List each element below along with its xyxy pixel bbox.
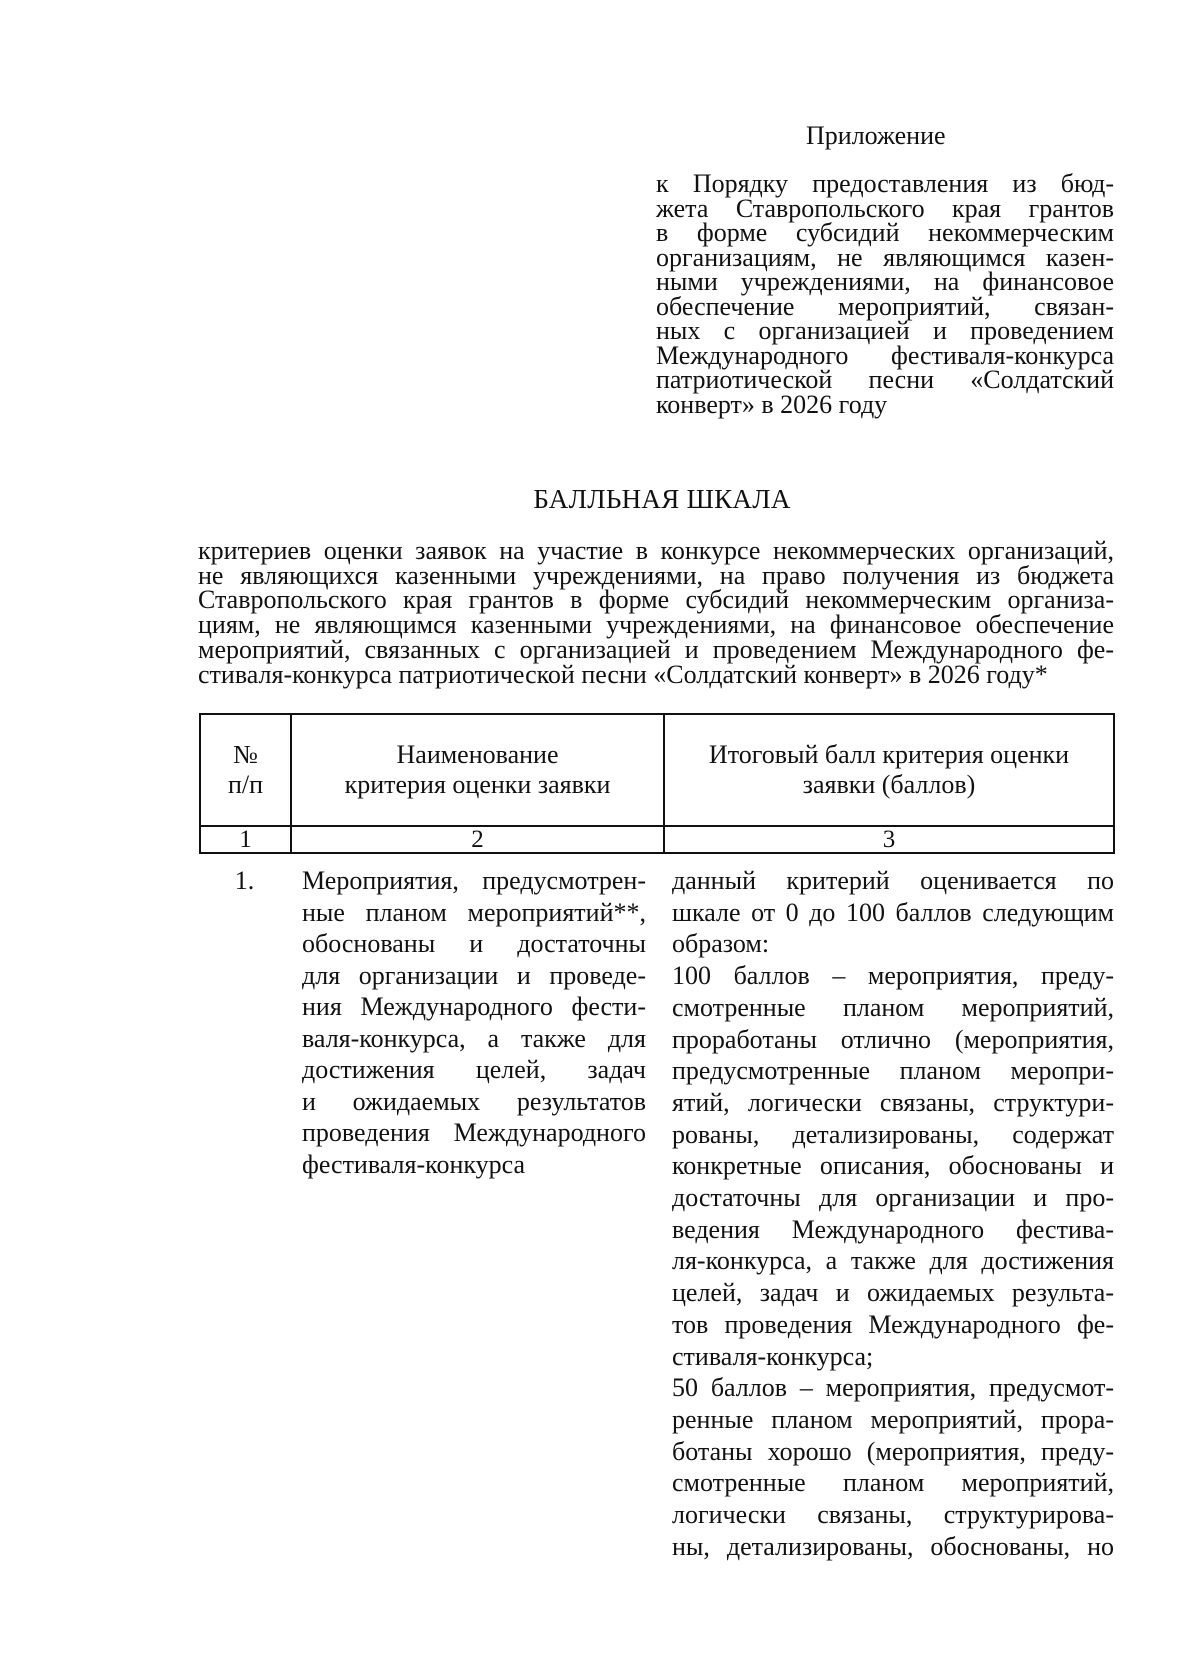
score-line: логически связаны, структурирова-: [672, 1500, 1114, 1530]
row-score-description: [672, 865, 1114, 1562]
subtitle-line: циям, не являющимся казенными учреждениями, на финансовое обеспечение: [198, 610, 1114, 640]
document-title: БАЛЛЬНАЯ ШКАЛА: [533, 484, 791, 514]
appendix-line: организациям, не являющимся казен-: [656, 242, 1114, 272]
header-score-text: Итоговый балл критерия оценки заявки (баллов): [708, 740, 1070, 799]
score-line: шкале от 0 до 100 баллов следующим: [672, 897, 1114, 927]
score-line: рованы, детализированы, содержат: [672, 1119, 1114, 1149]
appendix-line: в форме субсидий некоммерческим: [656, 218, 1114, 247]
header-criterion-name-text: Наименование критерия оценки заявки: [344, 740, 611, 799]
subtitle-line: мероприятий, связанных с организацией и проведением Международного фе-: [198, 634, 1114, 664]
criterion-line: достижения целей, задач: [302, 1055, 646, 1084]
criterion-line: и ожидаемых результатов: [302, 1086, 646, 1116]
score-line: смотренные планом мероприятий,: [672, 1468, 1114, 1498]
criterion-line: ния Международного фести-: [302, 992, 646, 1021]
score-line: стиваля-конкурса;: [672, 1341, 874, 1371]
appendix-line: жета Ставропольского края грантов: [656, 193, 1114, 223]
criterion-line: фестиваля-конкурса: [302, 1149, 526, 1179]
subtitle-line: Ставропольского края грантов в форме субсидий некоммерческим организа-: [198, 585, 1114, 615]
score-line: ятий, логически связаны, структури-: [672, 1087, 1114, 1117]
score-line: ны, детализированы, обоснованы, но: [672, 1531, 1114, 1561]
criteria-table-header: [199, 713, 1115, 854]
score-line: достаточны для организации и про-: [672, 1183, 1114, 1213]
column-number-1: 1: [201, 827, 292, 852]
appendix-line: конверт» в 2026 году: [656, 389, 888, 419]
header-score: [665, 715, 1113, 827]
score-line: образом:: [672, 929, 770, 959]
appendix-line: обеспечение мероприятий, связан-: [656, 291, 1114, 321]
column-number-3: 3: [882, 825, 896, 853]
row-number: 1.: [234, 866, 255, 895]
header-number: [201, 715, 292, 827]
score-line: 100 баллов – мероприятия, преду-: [672, 961, 1114, 991]
score-line: смотренные планом мероприятий,: [672, 992, 1114, 1022]
score-line: 50 баллов – мероприятия, предусмот-: [672, 1373, 1114, 1403]
appendix-line: к Порядку предоставления из бюд-: [656, 169, 1114, 198]
criterion-line: обоснованы и достаточны: [302, 929, 646, 958]
criterion-line: для организации и проведе-: [302, 960, 646, 990]
appendix-line: патриотической песни «Солдатский: [656, 365, 1114, 394]
appendix-line: ных с организацией и проведением: [656, 316, 1114, 345]
criterion-line: проведения Международного: [302, 1118, 646, 1147]
criterion-line: ные планом мероприятий**,: [302, 897, 646, 927]
score-line: ботаны хорошо (мероприятия, преду-: [672, 1436, 1114, 1466]
document-subtitle: [198, 536, 1114, 689]
table-column-numbers-row: [201, 827, 1113, 852]
column-number-2: 2: [292, 827, 665, 852]
header-criterion-name: [292, 715, 665, 827]
score-line: целей, задач и ожидаемых результа-: [672, 1278, 1114, 1308]
score-line: ведения Международного фестива-: [672, 1214, 1114, 1244]
criterion-line: Мероприятия, предусмотрен-: [302, 866, 646, 895]
appendix-line: ными учреждениями, на финансовое: [656, 267, 1114, 296]
subtitle-line: стиваля-конкурса патриотической песни «Солдатский конверт» в 2026 году*: [198, 659, 1048, 689]
appendix-title: Приложение: [806, 121, 946, 150]
score-line: предусмотренные планом меропри-: [672, 1056, 1114, 1086]
header-number-text: № п/п: [227, 740, 264, 799]
score-line: конкретные описания, обоснованы и: [672, 1151, 1114, 1181]
appendix-line: Международного фестиваля-конкурса: [656, 340, 1114, 370]
subtitle-line: не являющихся казенными учреждениями, на право получения из бюджета: [198, 560, 1114, 590]
row-criterion-name: [302, 865, 646, 1180]
appendix-reference: [656, 169, 1114, 419]
score-line: данный критерий оценивается по: [672, 866, 1114, 895]
table-header-row: [201, 715, 1113, 827]
score-line: тов проведения Международного фе-: [672, 1309, 1114, 1339]
criterion-line: валя-конкурса, а также для: [302, 1023, 646, 1053]
score-line: проработаны отлично (мероприятия,: [672, 1024, 1114, 1054]
subtitle-line: критериев оценки заявок на участие в конкурсе некоммерческих организаций,: [198, 536, 1114, 565]
score-line: ренные планом мероприятий, прора-: [672, 1404, 1114, 1434]
score-line: ля-конкурса, а также для достижения: [672, 1246, 1114, 1276]
